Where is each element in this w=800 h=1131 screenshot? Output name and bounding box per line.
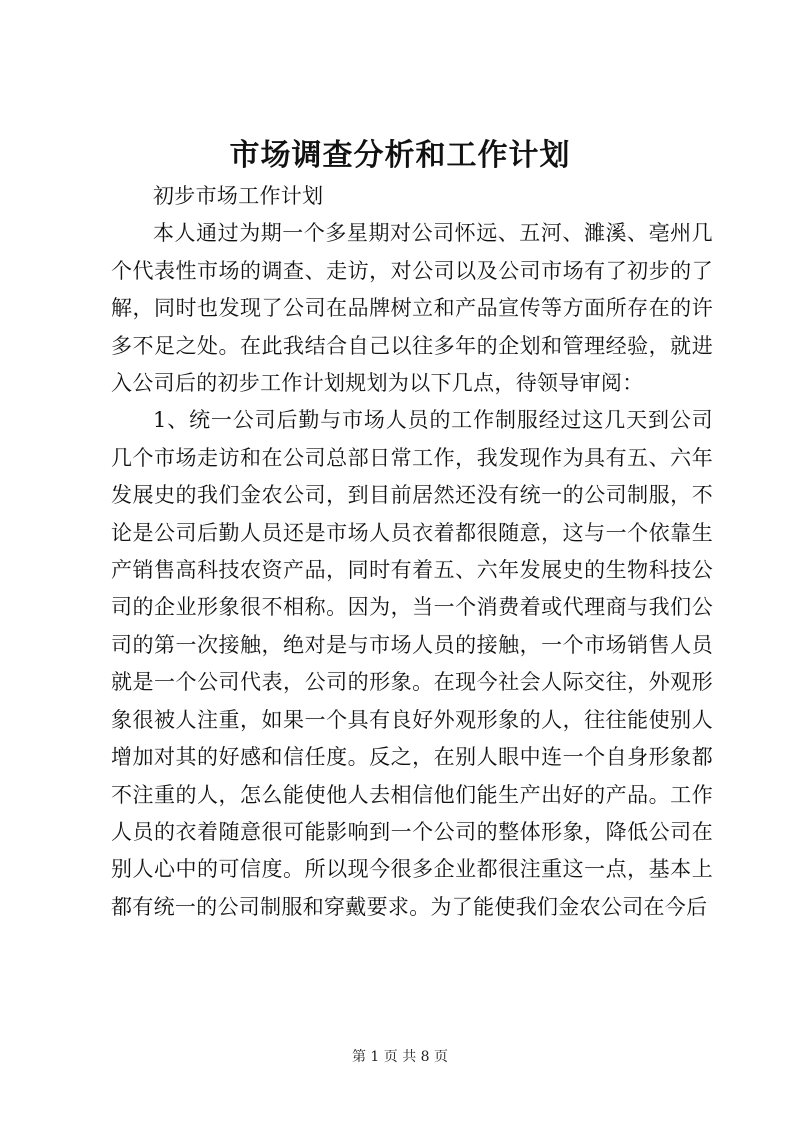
section-heading: 初步市场工作计划 [153,184,324,208]
document-title: 市场调查分析和工作计划 [229,138,571,173]
page-number: 第 1 页 共 8 页 [351,1049,449,1065]
document-body [111,178,713,926]
paragraph-item-1: 1、统一公司后勤与市场人员的工作制服经过这几天到公司几个市场走访和在公司总部日常工作，我发现作为具有五、六年发展史的我们金农公司，到目前居然还没有统一的公司制服，不论是公司后勤人员还是市场人员衣着都很随意，这与一个依靠生产销售高科技农资产品，同时有着五、六年发展史的生物科技公司的企业形象很不相称。因为，当一个消费着或代理商与我们公司的第一次接触，绝对是与市场人员的接触，一个市场销售人员就是一个公司代表，公司的形象。在现今社会人际交往，外观形象很被人注重，如果一个具有良好外观形象的人，往往能使别人增加对其的好感和信任度。反之，在别人眼中连一个自身形象都不注重的人，怎么能使他人去相信他们能生产出好的产品。工作人员的衣着随意很可能影响到一个公司的整体形象，降低公司在别人心中的可信度。所以现今很多企业都很注重这一点，基本上都有统一的公司制服和穿戴要求。为了能使我们金农公司在今后 [111,408,713,919]
paragraph-intro: 本人通过为期一个多星期对公司怀远、五河、濉溪、亳州几个代表性市场的调查、走访，对公司以及公司市场有了初步的了解，同时也发现了公司在品牌树立和产品宣传等方面所存在的许多不足之处。在此我结合自己以往多年的企划和管理经验，就进入公司后的初步工作计划规划为以下几点，待领导审阅： [111,221,713,396]
